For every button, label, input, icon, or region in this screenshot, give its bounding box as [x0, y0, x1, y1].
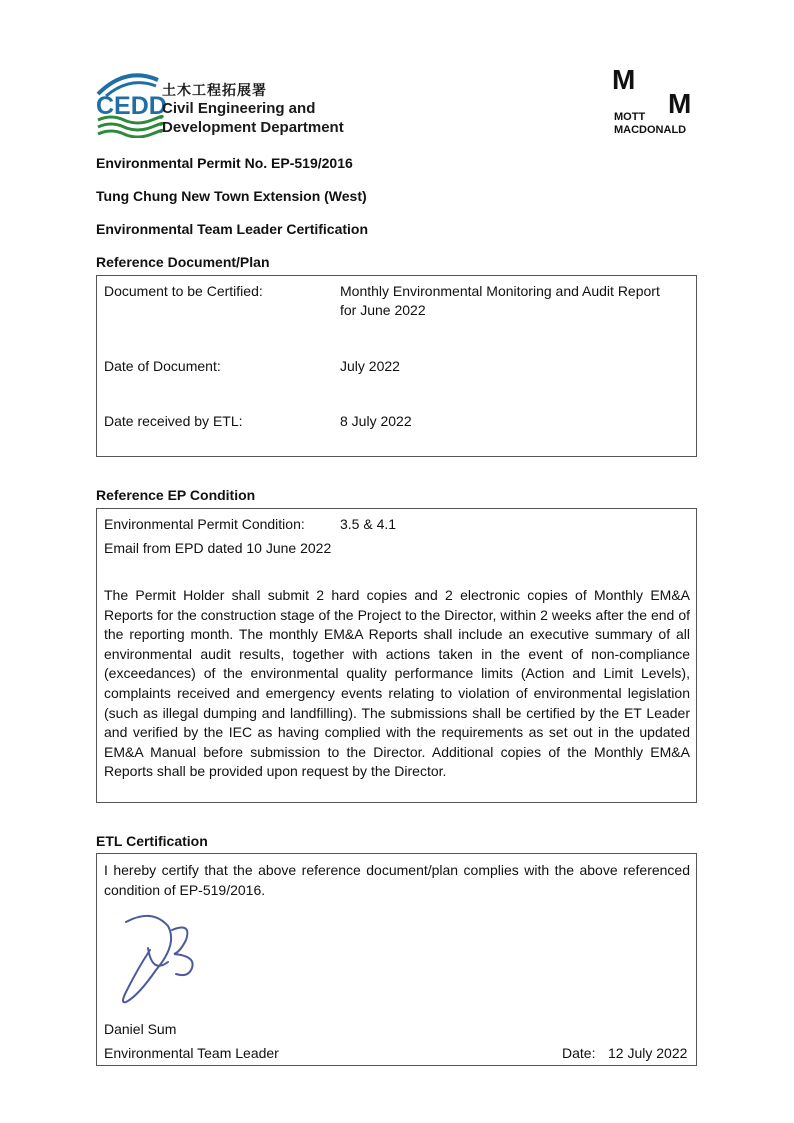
ep-condition-label: Environmental Permit Condition: — [104, 516, 305, 532]
etl-certification-heading: ETL Certification — [96, 833, 208, 849]
doc-date-label: Date of Document: — [104, 358, 221, 374]
macdonald-word: MACDONALD — [614, 124, 687, 136]
doc-certified-value-line2: for June 2022 — [340, 302, 426, 318]
doc-received-label: Date received by ETL: — [104, 413, 243, 429]
signatory-name: Daniel Sum — [104, 1021, 177, 1037]
signature-image — [112, 908, 212, 1008]
date-label: Date: — [562, 1045, 596, 1061]
ep-condition-paragraph: The Permit Holder shall submit 2 hard copies and 2 electronic copies of Monthly EM&A Reports for the construction stage of the Project to the Director, within 2 weeks after the end of the reporting month. The monthly EM&A Reports shall include an executive summary of all environmental audit results, together with actions taken in the event of non-compliance (exceedances) of the environmental quality performance limits (Action and Limit Levels), complaints received and emergency events relating to violation of environmental legislation (such as illegal dumping and landfilling). The submissions shall be certified by the ET Leader and verified by the IEC as having complied with the requirements as set out in the updated EM&A Manual before submission to the Director. Additional copies of the Monthly EM&A Reports shall be provided upon request by the Director. — [104, 587, 690, 780]
cedd-name-line1: Civil Engineering and — [162, 100, 316, 117]
doc-date-value: July 2022 — [340, 358, 400, 374]
ep-email-line: Email from EPD dated 10 June 2022 — [104, 540, 332, 556]
cedd-chinese-name: 土木工程拓展署 — [162, 82, 267, 98]
date-value: 12 July 2022 — [608, 1045, 688, 1061]
reference-document-heading: Reference Document/Plan — [96, 254, 270, 270]
cedd-abbr: CEDD — [96, 92, 167, 120]
certification-title: Environmental Team Leader Certification — [96, 221, 369, 237]
doc-certified-value: Monthly Environmental Monitoring and Audit Report — [340, 283, 660, 299]
doc-received-value: 8 July 2022 — [340, 413, 412, 429]
mott-macdonald-mark-2: M — [668, 88, 692, 119]
cedd-name-line2: Development Department — [162, 119, 344, 136]
certification-statement: I hereby certify that the above reference document/plan complies with the above referenced condition of EP-519/2016. — [104, 862, 690, 898]
mott-word: MOTT — [614, 111, 646, 123]
permit-title: Environmental Permit No. EP-519/2016 — [96, 155, 353, 171]
project-title: Tung Chung New Town Extension (West) — [96, 188, 367, 204]
doc-certified-label: Document to be Certified: — [104, 283, 263, 299]
ep-condition-value: 3.5 & 4.1 — [340, 516, 397, 532]
mott-macdonald-mark-1: M — [612, 64, 636, 95]
signatory-role: Environmental Team Leader — [104, 1045, 279, 1061]
reference-ep-heading: Reference EP Condition — [96, 487, 256, 503]
